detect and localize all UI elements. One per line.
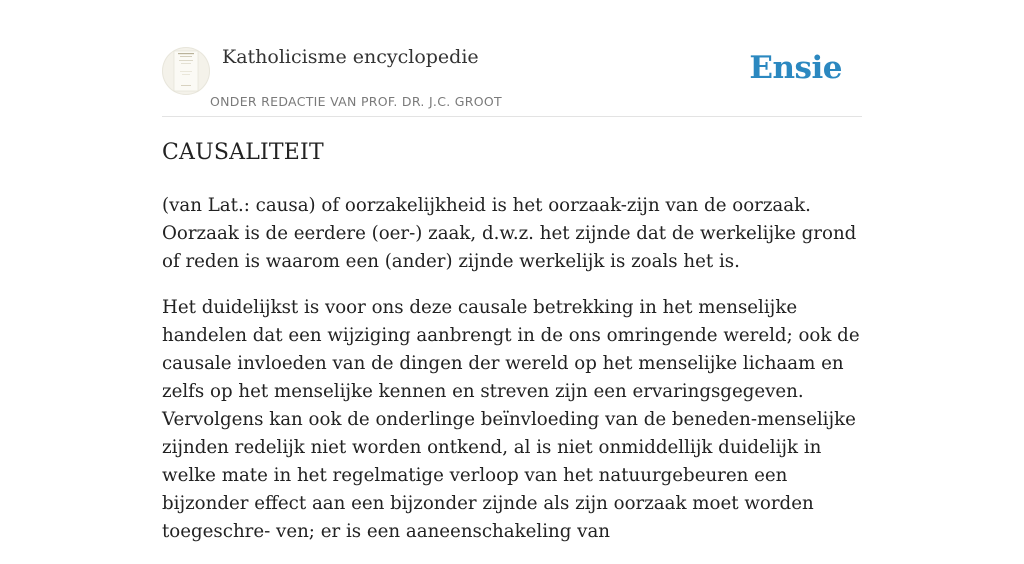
source-header (162, 0, 862, 117)
source-editor: ONDER REDACTIE VAN PROF. DR. J.C. GROOT (210, 94, 502, 109)
entry-content (162, 192, 862, 564)
ensie-logo[interactable]: Ensie (749, 50, 842, 86)
book-cover-icon[interactable] (162, 47, 210, 95)
entry-title: CAUSALITEIT (162, 140, 324, 165)
entry-paragraph: (van Lat.: causa) of oorzakelijkheid is het oorzaak-zijn van de oorzaak. Oorzaak is de eerdere (oer-) zaak, d.w.z. het zijnde dat de werkelijke grond of reden is waarom een (ander) zijnde werkelijk is zoals het is. (162, 195, 857, 272)
page (162, 0, 862, 542)
source-title[interactable]: Katholicisme encyclopedie (222, 46, 479, 68)
entry-paragraph: Het duidelijkst is voor ons deze causale betrekking in het menselijke handelen dat een wijziging aanbrengt in de ons omringende wereld; ook de causale invloeden van de dingen der wereld op het menselijke lichaam en zelfs op het menselijke kennen en streven zijn een ervaringsgegeven. Vervolgens kan ook de onderlinge beïnvloeding van de beneden-menselijke zijnden redelijk niet worden ontkend, al is niet onmiddellijk duidelijk in welke mate in het regelmatige verloop van het natuurgebeuren een bijzonder effect aan een bijzonder zijnde als zijn oorzaak moet worden toegeschre- ven; er is een aaneenschakeling van (162, 297, 860, 542)
